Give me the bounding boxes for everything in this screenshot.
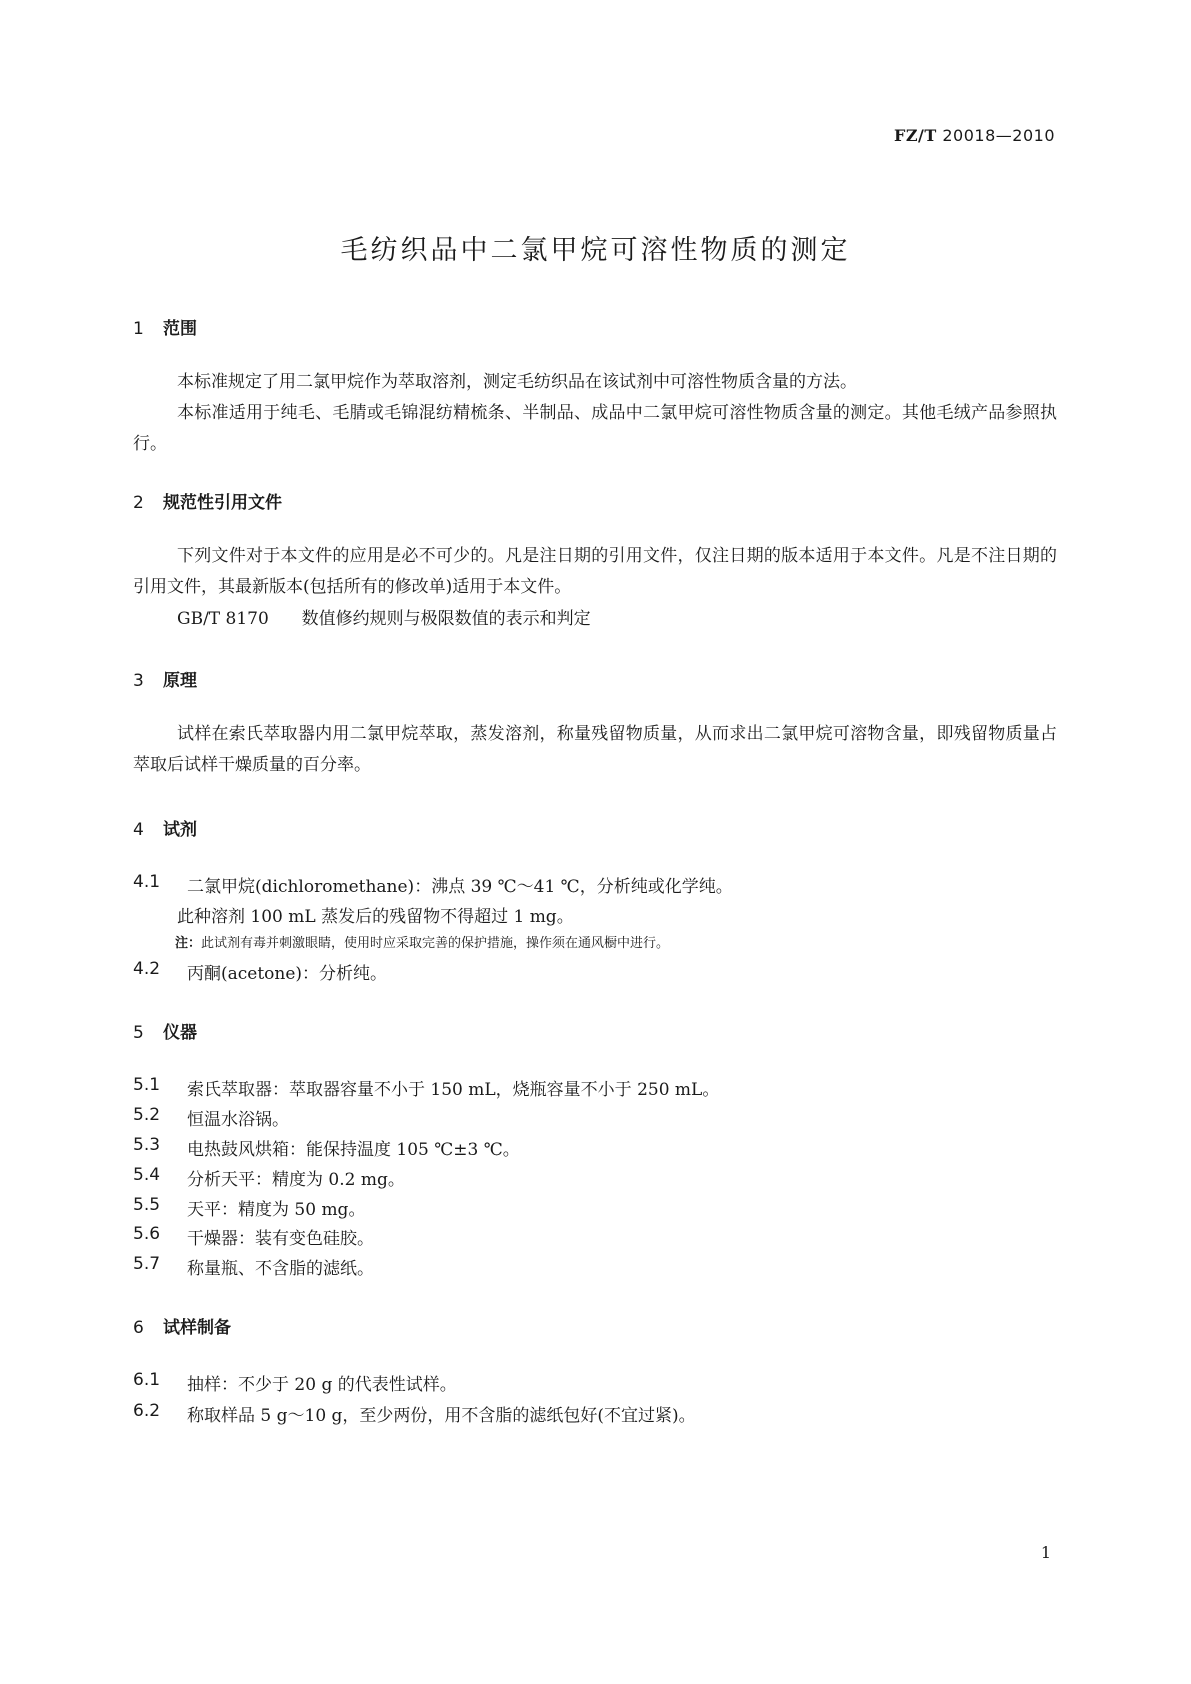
section-number: 5 — [133, 1023, 144, 1043]
item-number: 5.2 — [133, 1105, 161, 1125]
standard-number: 20018—2010 — [942, 126, 1055, 145]
document-title: 毛纺织品中二氯甲烷可溶性物质的测定 — [340, 235, 851, 266]
section-1-paragraph-1: 本标准规定了用二氯甲烷作为萃取溶剂，测定毛纺织品在该试剂中可溶性物质含量的方法。 — [177, 372, 857, 392]
page-number: 1 — [1040, 1543, 1051, 1562]
section-title: 试剂 — [163, 820, 197, 840]
item-text: 索氏萃取器：萃取器容量不小于 150 mL，烧瓶容量不小于 250 mL。 — [187, 1080, 720, 1100]
item-number: 5.4 — [133, 1165, 161, 1185]
section-number: 1 — [133, 319, 144, 339]
item-number: 5.6 — [133, 1224, 161, 1244]
section-4-heading — [133, 815, 197, 840]
section-2-heading — [133, 488, 282, 513]
item-text: 恒温水浴锅。 — [187, 1110, 289, 1130]
normative-reference — [177, 604, 591, 629]
item-number: 5.1 — [133, 1075, 161, 1095]
section-title: 仪器 — [163, 1023, 197, 1043]
section-number: 3 — [133, 671, 144, 691]
item-text: 丙酮(acetone)：分析纯。 — [187, 964, 388, 984]
section-number: 6 — [133, 1318, 144, 1338]
reference-title: 数值修约规则与极限数值的表示和判定 — [301, 609, 591, 629]
standard-code — [894, 126, 1055, 145]
item-number: 4.2 — [133, 959, 161, 979]
section-5-heading — [133, 1018, 197, 1043]
note — [175, 932, 669, 951]
item-number: 6.1 — [133, 1370, 161, 1390]
standard-prefix: FZ/T — [893, 126, 937, 145]
section-title: 试样制备 — [163, 1318, 231, 1338]
item-text: 干燥器：装有变色硅胶。 — [187, 1229, 374, 1249]
item-text: 二氯甲烷(dichloromethane)：沸点 39 ℃～41 ℃，分析纯或化学纯。 — [187, 877, 733, 897]
note-text: 此试剂有毒并刺激眼睛，使用时应采取完善的保护措施，操作须在通风橱中进行。 — [201, 936, 670, 951]
section-2-paragraph-1: 下列文件对于本文件的应用是必不可少的。凡是注日期的引用文件，仅注日期的版本适用于本文件。凡是不注日期的引用文件，其最新版本(包括所有的修改单)适用于本文件。 — [133, 546, 1057, 597]
section-title: 范围 — [163, 319, 197, 339]
section-1-paragraph-2: 本标准适用于纯毛、毛腈或毛锦混纺精梳条、半制品、成品中二氯甲烷可溶性物质含量的测定。其他毛绒产品参照执行。 — [133, 403, 1057, 454]
reference-code: GB/T 8170 — [177, 609, 269, 629]
section-title: 原理 — [163, 671, 197, 691]
item-number: 4.1 — [133, 872, 161, 892]
item-text: 称取样品 5 g～10 g，至少两份，用不含脂的滤纸包好(不宜过紧)。 — [187, 1406, 696, 1426]
note-label: 注： — [175, 936, 202, 951]
item-text: 分析天平：精度为 0.2 mg。 — [187, 1170, 405, 1190]
item-number: 6.2 — [133, 1401, 161, 1421]
section-3-heading — [133, 666, 197, 691]
item-number: 5.7 — [133, 1254, 161, 1274]
item-number: 5.3 — [133, 1135, 161, 1155]
item-text: 天平：精度为 50 mg。 — [187, 1200, 366, 1220]
item-subtext: 此种溶剂 100 mL 蒸发后的残留物不得超过 1 mg。 — [177, 907, 574, 927]
section-6-heading — [133, 1313, 231, 1338]
item-text: 抽样：不少于 20 g 的代表性试样。 — [187, 1375, 457, 1395]
section-1-heading — [133, 314, 197, 339]
item-text: 称量瓶、不含脂的滤纸。 — [187, 1259, 374, 1279]
section-number: 4 — [133, 820, 144, 840]
section-number: 2 — [133, 493, 144, 513]
item-number: 5.5 — [133, 1195, 161, 1215]
section-title: 规范性引用文件 — [163, 493, 282, 513]
section-3-paragraph-1: 试样在索氏萃取器内用二氯甲烷萃取，蒸发溶剂，称量残留物质量，从而求出二氯甲烷可溶物含量，即残留物质量占萃取后试样干燥质量的百分率。 — [133, 724, 1057, 775]
item-text: 电热鼓风烘箱：能保持温度 105 ℃±3 ℃。 — [187, 1140, 520, 1160]
